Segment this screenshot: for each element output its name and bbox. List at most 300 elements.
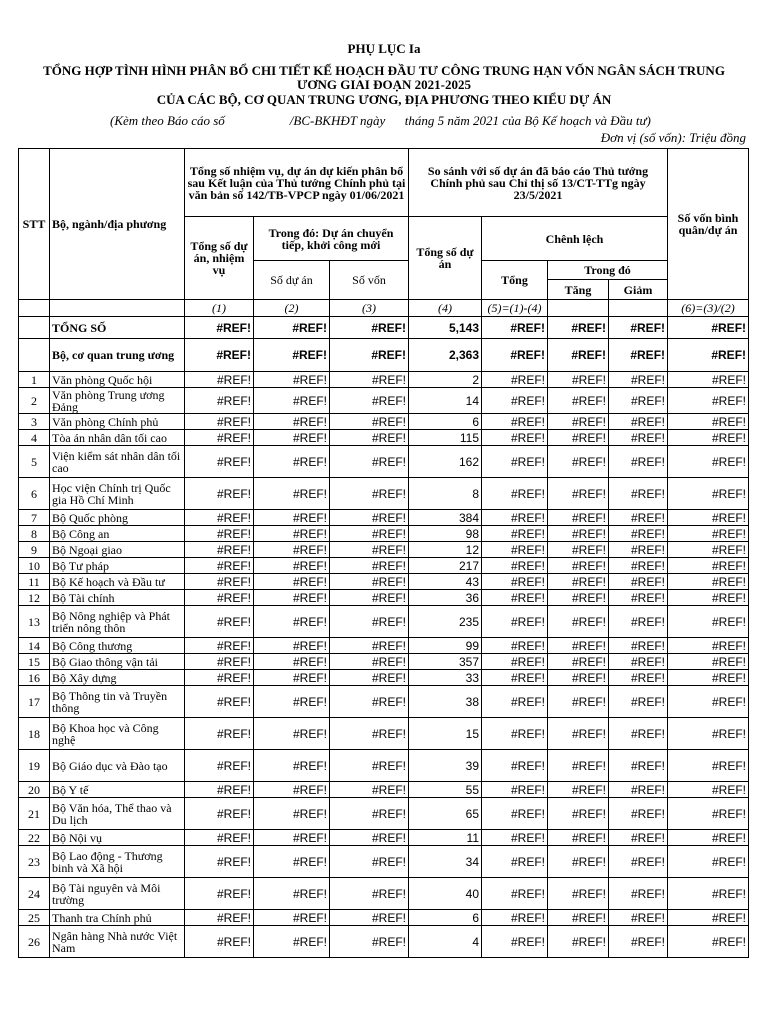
table-row xyxy=(19,388,749,414)
row-value-c8: #REF! xyxy=(668,846,749,878)
row-value-c3: #REF! xyxy=(330,926,409,958)
row-value-c1: #REF! xyxy=(185,590,254,606)
row-stt: 6 xyxy=(19,478,50,510)
row-value-c1: #REF! xyxy=(185,686,254,718)
col-name: Bộ, ngành/địa phương xyxy=(50,149,185,300)
table-row xyxy=(19,926,749,958)
row-value-c7: #REF! xyxy=(609,878,668,910)
row-name: Bộ Công thương xyxy=(50,638,185,654)
row-stt: 26 xyxy=(19,926,50,958)
row-value-c1: #REF! xyxy=(185,670,254,686)
row-value-c2: #REF! xyxy=(254,446,330,478)
row-value-c2: #REF! xyxy=(254,510,330,526)
row-stt xyxy=(19,339,50,372)
row-value-c3: #REF! xyxy=(330,638,409,654)
row-name: Bộ Nông nghiệp và Phát triển nông thôn xyxy=(50,606,185,638)
row-value-c8: #REF! xyxy=(668,670,749,686)
row-value-c6: #REF! xyxy=(548,388,609,414)
row-value-c8: #REF! xyxy=(668,446,749,478)
col-group2: So sánh với số dự án đã báo cáo Thủ tướng Chính phủ sau Chỉ thị số 13/CT-TTg ngày 23/5/2021 xyxy=(409,149,668,217)
col-decrease: Giảm xyxy=(609,280,668,300)
row-value-c8: #REF! xyxy=(668,414,749,430)
row-value-c4: 55 xyxy=(409,782,482,798)
row-value-c3: #REF! xyxy=(330,574,409,590)
row-value-c4: 33 xyxy=(409,670,482,686)
summary-row xyxy=(19,317,749,339)
table-row xyxy=(19,638,749,654)
row-name: Bộ Tài nguyên và Môi trường xyxy=(50,878,185,910)
table-row xyxy=(19,574,749,590)
row-value-c3: #REF! xyxy=(330,542,409,558)
row-name: Bộ, cơ quan trung ương xyxy=(50,339,185,372)
row-value-c3: #REF! xyxy=(330,414,409,430)
row-name: Bộ Quốc phòng xyxy=(50,510,185,526)
col-total-projects: Tổng số dự án xyxy=(409,217,482,300)
row-value-c8: #REF! xyxy=(668,718,749,750)
row-value-c5: #REF! xyxy=(482,878,548,910)
row-value-c5: #REF! xyxy=(482,372,548,388)
row-value-c5: #REF! xyxy=(482,638,548,654)
row-value-c6: #REF! xyxy=(548,878,609,910)
table-row xyxy=(19,414,749,430)
row-value-c4: 38 xyxy=(409,686,482,718)
row-value-c3: #REF! xyxy=(330,830,409,846)
row-value-c6: #REF! xyxy=(548,446,609,478)
row-value-c3: #REF! xyxy=(330,654,409,670)
row-value-c5: #REF! xyxy=(482,910,548,926)
row-value-c3: #REF! xyxy=(330,590,409,606)
row-value-c8: #REF! xyxy=(668,926,749,958)
row-value-c8: #REF! xyxy=(668,590,749,606)
row-value-c8: #REF! xyxy=(668,317,749,339)
row-name: Bộ Lao động - Thương binh và Xã hội xyxy=(50,846,185,878)
table-row xyxy=(19,670,749,686)
col-of-which: Trong đó xyxy=(548,261,668,280)
row-value-c3: #REF! xyxy=(330,339,409,372)
row-stt: 13 xyxy=(19,606,50,638)
col-capital: Số vốn xyxy=(330,261,409,300)
row-value-c6: #REF! xyxy=(548,574,609,590)
row-value-c2: #REF! xyxy=(254,430,330,446)
row-value-c2: #REF! xyxy=(254,686,330,718)
row-value-c6: #REF! xyxy=(548,782,609,798)
row-name: Văn phòng Quốc hội xyxy=(50,372,185,388)
row-value-c3: #REF! xyxy=(330,878,409,910)
col-stt: STT xyxy=(19,149,50,300)
row-value-c4: 2 xyxy=(409,372,482,388)
row-value-c6: #REF! xyxy=(548,478,609,510)
col-difference: Chênh lệch xyxy=(482,217,668,261)
table-row xyxy=(19,606,749,638)
row-value-c1: #REF! xyxy=(185,446,254,478)
row-value-c2: #REF! xyxy=(254,339,330,372)
row-value-c7: #REF! xyxy=(609,846,668,878)
row-value-c3: #REF! xyxy=(330,670,409,686)
row-value-c5: #REF! xyxy=(482,414,548,430)
row-value-c3: #REF! xyxy=(330,718,409,750)
row-value-c3: #REF! xyxy=(330,846,409,878)
table-row xyxy=(19,526,749,542)
row-value-c3: #REF! xyxy=(330,686,409,718)
row-value-c1: #REF! xyxy=(185,478,254,510)
row-value-c1: #REF! xyxy=(185,510,254,526)
row-name: Bộ Xây dựng xyxy=(50,670,185,686)
row-value-c4: 98 xyxy=(409,526,482,542)
row-stt: 24 xyxy=(19,878,50,910)
row-value-c7: #REF! xyxy=(609,478,668,510)
table-row xyxy=(19,510,749,526)
row-value-c3: #REF! xyxy=(330,910,409,926)
row-value-c8: #REF! xyxy=(668,388,749,414)
row-name: Ngân hàng Nhà nước Việt Nam xyxy=(50,926,185,958)
row-stt: 7 xyxy=(19,510,50,526)
table-row xyxy=(19,878,749,910)
row-value-c4: 34 xyxy=(409,846,482,878)
row-value-c4: 99 xyxy=(409,638,482,654)
row-value-c2: #REF! xyxy=(254,317,330,339)
row-value-c7: #REF! xyxy=(609,606,668,638)
row-name: Viện kiểm sát nhân dân tối cao xyxy=(50,446,185,478)
table-row xyxy=(19,558,749,574)
row-value-c2: #REF! xyxy=(254,670,330,686)
row-value-c8: #REF! xyxy=(668,526,749,542)
row-stt: 22 xyxy=(19,830,50,846)
row-stt xyxy=(19,317,50,339)
row-name: Bộ Kế hoạch và Đầu tư xyxy=(50,574,185,590)
row-value-c5: #REF! xyxy=(482,339,548,372)
row-value-c1: #REF! xyxy=(185,798,254,830)
table-row xyxy=(19,782,749,798)
row-value-c1: #REF! xyxy=(185,910,254,926)
row-stt: 23 xyxy=(19,846,50,878)
row-value-c4: 36 xyxy=(409,590,482,606)
row-stt: 2 xyxy=(19,388,50,414)
col-transitional: Trong đó: Dự án chuyển tiếp, khởi công mới xyxy=(254,217,409,261)
row-value-c7: #REF! xyxy=(609,388,668,414)
row-stt: 15 xyxy=(19,654,50,670)
row-value-c1: #REF! xyxy=(185,830,254,846)
row-value-c4: 40 xyxy=(409,878,482,910)
row-value-c3: #REF! xyxy=(330,478,409,510)
row-value-c5: #REF! xyxy=(482,542,548,558)
row-value-c4: 235 xyxy=(409,606,482,638)
row-name: Bộ Tài chính xyxy=(50,590,185,606)
row-value-c7: #REF! xyxy=(609,414,668,430)
row-value-c6: #REF! xyxy=(548,846,609,878)
row-value-c5: #REF! xyxy=(482,750,548,782)
row-value-c5: #REF! xyxy=(482,926,548,958)
row-value-c6: #REF! xyxy=(548,430,609,446)
row-name: Thanh tra Chính phủ xyxy=(50,910,185,926)
row-value-c5: #REF! xyxy=(482,606,548,638)
row-value-c5: #REF! xyxy=(482,430,548,446)
row-value-c5: #REF! xyxy=(482,558,548,574)
row-value-c6: #REF! xyxy=(548,372,609,388)
table-row xyxy=(19,372,749,388)
row-value-c8: #REF! xyxy=(668,510,749,526)
row-name: Văn phòng Chính phủ xyxy=(50,414,185,430)
table-row xyxy=(19,430,749,446)
row-value-c6: #REF! xyxy=(548,542,609,558)
row-stt: 18 xyxy=(19,718,50,750)
index-cell: (3) xyxy=(330,300,409,317)
row-value-c8: #REF! xyxy=(668,910,749,926)
row-value-c5: #REF! xyxy=(482,574,548,590)
row-value-c2: #REF! xyxy=(254,414,330,430)
row-value-c6: #REF! xyxy=(548,718,609,750)
row-stt: 21 xyxy=(19,798,50,830)
row-value-c7: #REF! xyxy=(609,638,668,654)
row-value-c3: #REF! xyxy=(330,606,409,638)
row-value-c3: #REF! xyxy=(330,798,409,830)
row-value-c1: #REF! xyxy=(185,430,254,446)
row-value-c2: #REF! xyxy=(254,388,330,414)
row-value-c6: #REF! xyxy=(548,638,609,654)
row-value-c8: #REF! xyxy=(668,372,749,388)
table-row xyxy=(19,750,749,782)
row-value-c1: #REF! xyxy=(185,558,254,574)
col-increase: Tăng xyxy=(548,280,609,300)
index-row xyxy=(19,300,749,317)
row-value-c7: #REF! xyxy=(609,510,668,526)
row-value-c6: #REF! xyxy=(548,339,609,372)
row-name: Bộ Tư pháp xyxy=(50,558,185,574)
row-value-c1: #REF! xyxy=(185,926,254,958)
row-value-c4: 15 xyxy=(409,718,482,750)
row-value-c4: 6 xyxy=(409,910,482,926)
row-value-c7: #REF! xyxy=(609,590,668,606)
reference-note: (Kèm theo Báo cáo số /BC-BKHĐT ngày tháng 5 năm 2021 của Bộ Kế hoạch và Đầu tư) xyxy=(110,113,651,128)
row-value-c4: 2,363 xyxy=(409,339,482,372)
row-value-c2: #REF! xyxy=(254,926,330,958)
row-value-c2: #REF! xyxy=(254,574,330,590)
row-value-c4: 115 xyxy=(409,430,482,446)
row-value-c1: #REF! xyxy=(185,750,254,782)
row-value-c8: #REF! xyxy=(668,798,749,830)
row-value-c6: #REF! xyxy=(548,526,609,542)
row-value-c1: #REF! xyxy=(185,372,254,388)
row-value-c6: #REF! xyxy=(548,686,609,718)
index-cell: (6)=(3)/(2) xyxy=(668,300,749,317)
row-value-c6: #REF! xyxy=(548,654,609,670)
unit-note: Đơn vị (số vốn): Triệu đồng xyxy=(600,130,746,145)
row-name: Bộ Giao thông vận tải xyxy=(50,654,185,670)
row-value-c5: #REF! xyxy=(482,590,548,606)
row-value-c4: 357 xyxy=(409,654,482,670)
row-value-c7: #REF! xyxy=(609,654,668,670)
table-row xyxy=(19,830,749,846)
row-value-c1: #REF! xyxy=(185,638,254,654)
row-value-c5: #REF! xyxy=(482,654,548,670)
row-name: Văn phòng Trung ương Đảng xyxy=(50,388,185,414)
row-value-c6: #REF! xyxy=(548,510,609,526)
row-value-c2: #REF! xyxy=(254,478,330,510)
index-cell xyxy=(609,300,668,317)
row-value-c8: #REF! xyxy=(668,430,749,446)
row-name: Bộ Công an xyxy=(50,526,185,542)
row-stt: 1 xyxy=(19,372,50,388)
row-value-c5: #REF! xyxy=(482,830,548,846)
table-row xyxy=(19,542,749,558)
col-avg-capital: Số vốn bình quân/dự án xyxy=(668,149,749,300)
row-stt: 12 xyxy=(19,590,50,606)
row-value-c6: #REF! xyxy=(548,670,609,686)
row-value-c4: 162 xyxy=(409,446,482,478)
table-row xyxy=(19,910,749,926)
row-value-c6: #REF! xyxy=(548,750,609,782)
row-value-c2: #REF! xyxy=(254,750,330,782)
row-value-c3: #REF! xyxy=(330,430,409,446)
row-value-c7: #REF! xyxy=(609,558,668,574)
table-row xyxy=(19,478,749,510)
row-value-c8: #REF! xyxy=(668,750,749,782)
table-row xyxy=(19,654,749,670)
row-value-c3: #REF! xyxy=(330,372,409,388)
row-value-c2: #REF! xyxy=(254,590,330,606)
row-name: Bộ Văn hóa, Thể thao và Du lịch xyxy=(50,798,185,830)
row-name: Bộ Y tế xyxy=(50,782,185,798)
table-row xyxy=(19,686,749,718)
row-value-c8: #REF! xyxy=(668,686,749,718)
row-value-c8: #REF! xyxy=(668,574,749,590)
row-value-c2: #REF! xyxy=(254,782,330,798)
row-stt: 5 xyxy=(19,446,50,478)
row-value-c7: #REF! xyxy=(609,926,668,958)
table-row xyxy=(19,846,749,878)
row-value-c3: #REF! xyxy=(330,750,409,782)
document-subtitle: CỦA CÁC BỘ, CƠ QUAN TRUNG ƯƠNG, ĐỊA PHƯƠNG THEO KIỂU DỰ ÁN xyxy=(156,92,612,107)
index-cell xyxy=(548,300,609,317)
row-value-c2: #REF! xyxy=(254,654,330,670)
row-value-c3: #REF! xyxy=(330,317,409,339)
row-value-c1: #REF! xyxy=(185,317,254,339)
row-value-c3: #REF! xyxy=(330,510,409,526)
row-stt: 17 xyxy=(19,686,50,718)
row-value-c1: #REF! xyxy=(185,388,254,414)
row-value-c8: #REF! xyxy=(668,638,749,654)
index-cell: (5)=(1)-(4) xyxy=(482,300,548,317)
row-stt: 25 xyxy=(19,910,50,926)
row-value-c5: #REF! xyxy=(482,388,548,414)
row-value-c3: #REF! xyxy=(330,782,409,798)
row-value-c2: #REF! xyxy=(254,718,330,750)
row-value-c6: #REF! xyxy=(548,317,609,339)
row-value-c7: #REF! xyxy=(609,750,668,782)
row-name: Bộ Khoa học và Công nghệ xyxy=(50,718,185,750)
row-value-c5: #REF! xyxy=(482,686,548,718)
row-value-c1: #REF! xyxy=(185,606,254,638)
row-value-c7: #REF! xyxy=(609,782,668,798)
row-value-c5: #REF! xyxy=(482,798,548,830)
row-name: Bộ Ngoại giao xyxy=(50,542,185,558)
row-value-c7: #REF! xyxy=(609,830,668,846)
row-value-c7: #REF! xyxy=(609,430,668,446)
row-value-c2: #REF! xyxy=(254,542,330,558)
row-value-c4: 12 xyxy=(409,542,482,558)
row-value-c4: 65 xyxy=(409,798,482,830)
row-value-c4: 217 xyxy=(409,558,482,574)
row-name: Tòa án nhân dân tối cao xyxy=(50,430,185,446)
col-total-tasks: Tổng số dự án, nhiệm vụ xyxy=(185,217,254,300)
row-value-c6: #REF! xyxy=(548,558,609,574)
row-value-c2: #REF! xyxy=(254,606,330,638)
row-value-c7: #REF! xyxy=(609,574,668,590)
row-value-c5: #REF! xyxy=(482,478,548,510)
row-value-c3: #REF! xyxy=(330,558,409,574)
row-value-c4: 8 xyxy=(409,478,482,510)
row-value-c4: 6 xyxy=(409,414,482,430)
row-value-c6: #REF! xyxy=(548,414,609,430)
row-value-c6: #REF! xyxy=(548,798,609,830)
row-stt: 10 xyxy=(19,558,50,574)
table-row xyxy=(19,590,749,606)
row-value-c5: #REF! xyxy=(482,718,548,750)
row-value-c6: #REF! xyxy=(548,606,609,638)
row-name: Học viện Chính trị Quốc gia Hồ Chí Minh xyxy=(50,478,185,510)
row-value-c8: #REF! xyxy=(668,878,749,910)
row-value-c3: #REF! xyxy=(330,526,409,542)
row-value-c1: #REF! xyxy=(185,782,254,798)
row-value-c5: #REF! xyxy=(482,846,548,878)
row-value-c8: #REF! xyxy=(668,339,749,372)
row-value-c6: #REF! xyxy=(548,590,609,606)
row-value-c7: #REF! xyxy=(609,542,668,558)
row-value-c2: #REF! xyxy=(254,372,330,388)
row-value-c8: #REF! xyxy=(668,558,749,574)
row-value-c2: #REF! xyxy=(254,830,330,846)
allocation-table xyxy=(18,148,749,958)
row-value-c6: #REF! xyxy=(548,926,609,958)
row-stt: 8 xyxy=(19,526,50,542)
row-stt: 4 xyxy=(19,430,50,446)
row-value-c8: #REF! xyxy=(668,478,749,510)
row-value-c4: 4 xyxy=(409,926,482,958)
row-value-c7: #REF! xyxy=(609,339,668,372)
row-value-c2: #REF! xyxy=(254,526,330,542)
row-stt: 20 xyxy=(19,782,50,798)
row-value-c2: #REF! xyxy=(254,878,330,910)
row-value-c7: #REF! xyxy=(609,446,668,478)
row-value-c2: #REF! xyxy=(254,846,330,878)
row-value-c5: #REF! xyxy=(482,446,548,478)
row-value-c5: #REF! xyxy=(482,526,548,542)
row-value-c5: #REF! xyxy=(482,670,548,686)
row-value-c4: 39 xyxy=(409,750,482,782)
row-name: Bộ Nội vụ xyxy=(50,830,185,846)
row-value-c5: #REF! xyxy=(482,317,548,339)
row-value-c4: 14 xyxy=(409,388,482,414)
row-value-c3: #REF! xyxy=(330,446,409,478)
row-stt: 19 xyxy=(19,750,50,782)
row-value-c8: #REF! xyxy=(668,542,749,558)
row-value-c2: #REF! xyxy=(254,798,330,830)
row-value-c8: #REF! xyxy=(668,782,749,798)
row-value-c7: #REF! xyxy=(609,372,668,388)
row-value-c1: #REF! xyxy=(185,339,254,372)
row-value-c1: #REF! xyxy=(185,574,254,590)
row-stt: 16 xyxy=(19,670,50,686)
col-group1: Tổng số nhiệm vụ, dự án dự kiến phân bổ sau Kết luận của Thủ tướng Chính phủ tại văn bản số 142/TB-VPCP ngày 01/06/2021 xyxy=(185,149,409,217)
row-value-c8: #REF! xyxy=(668,606,749,638)
row-value-c1: #REF! xyxy=(185,654,254,670)
row-value-c1: #REF! xyxy=(185,542,254,558)
table-row xyxy=(19,718,749,750)
col-total: Tổng xyxy=(482,261,548,300)
row-value-c1: #REF! xyxy=(185,846,254,878)
row-value-c1: #REF! xyxy=(185,526,254,542)
row-value-c1: #REF! xyxy=(185,414,254,430)
row-value-c1: #REF! xyxy=(185,878,254,910)
